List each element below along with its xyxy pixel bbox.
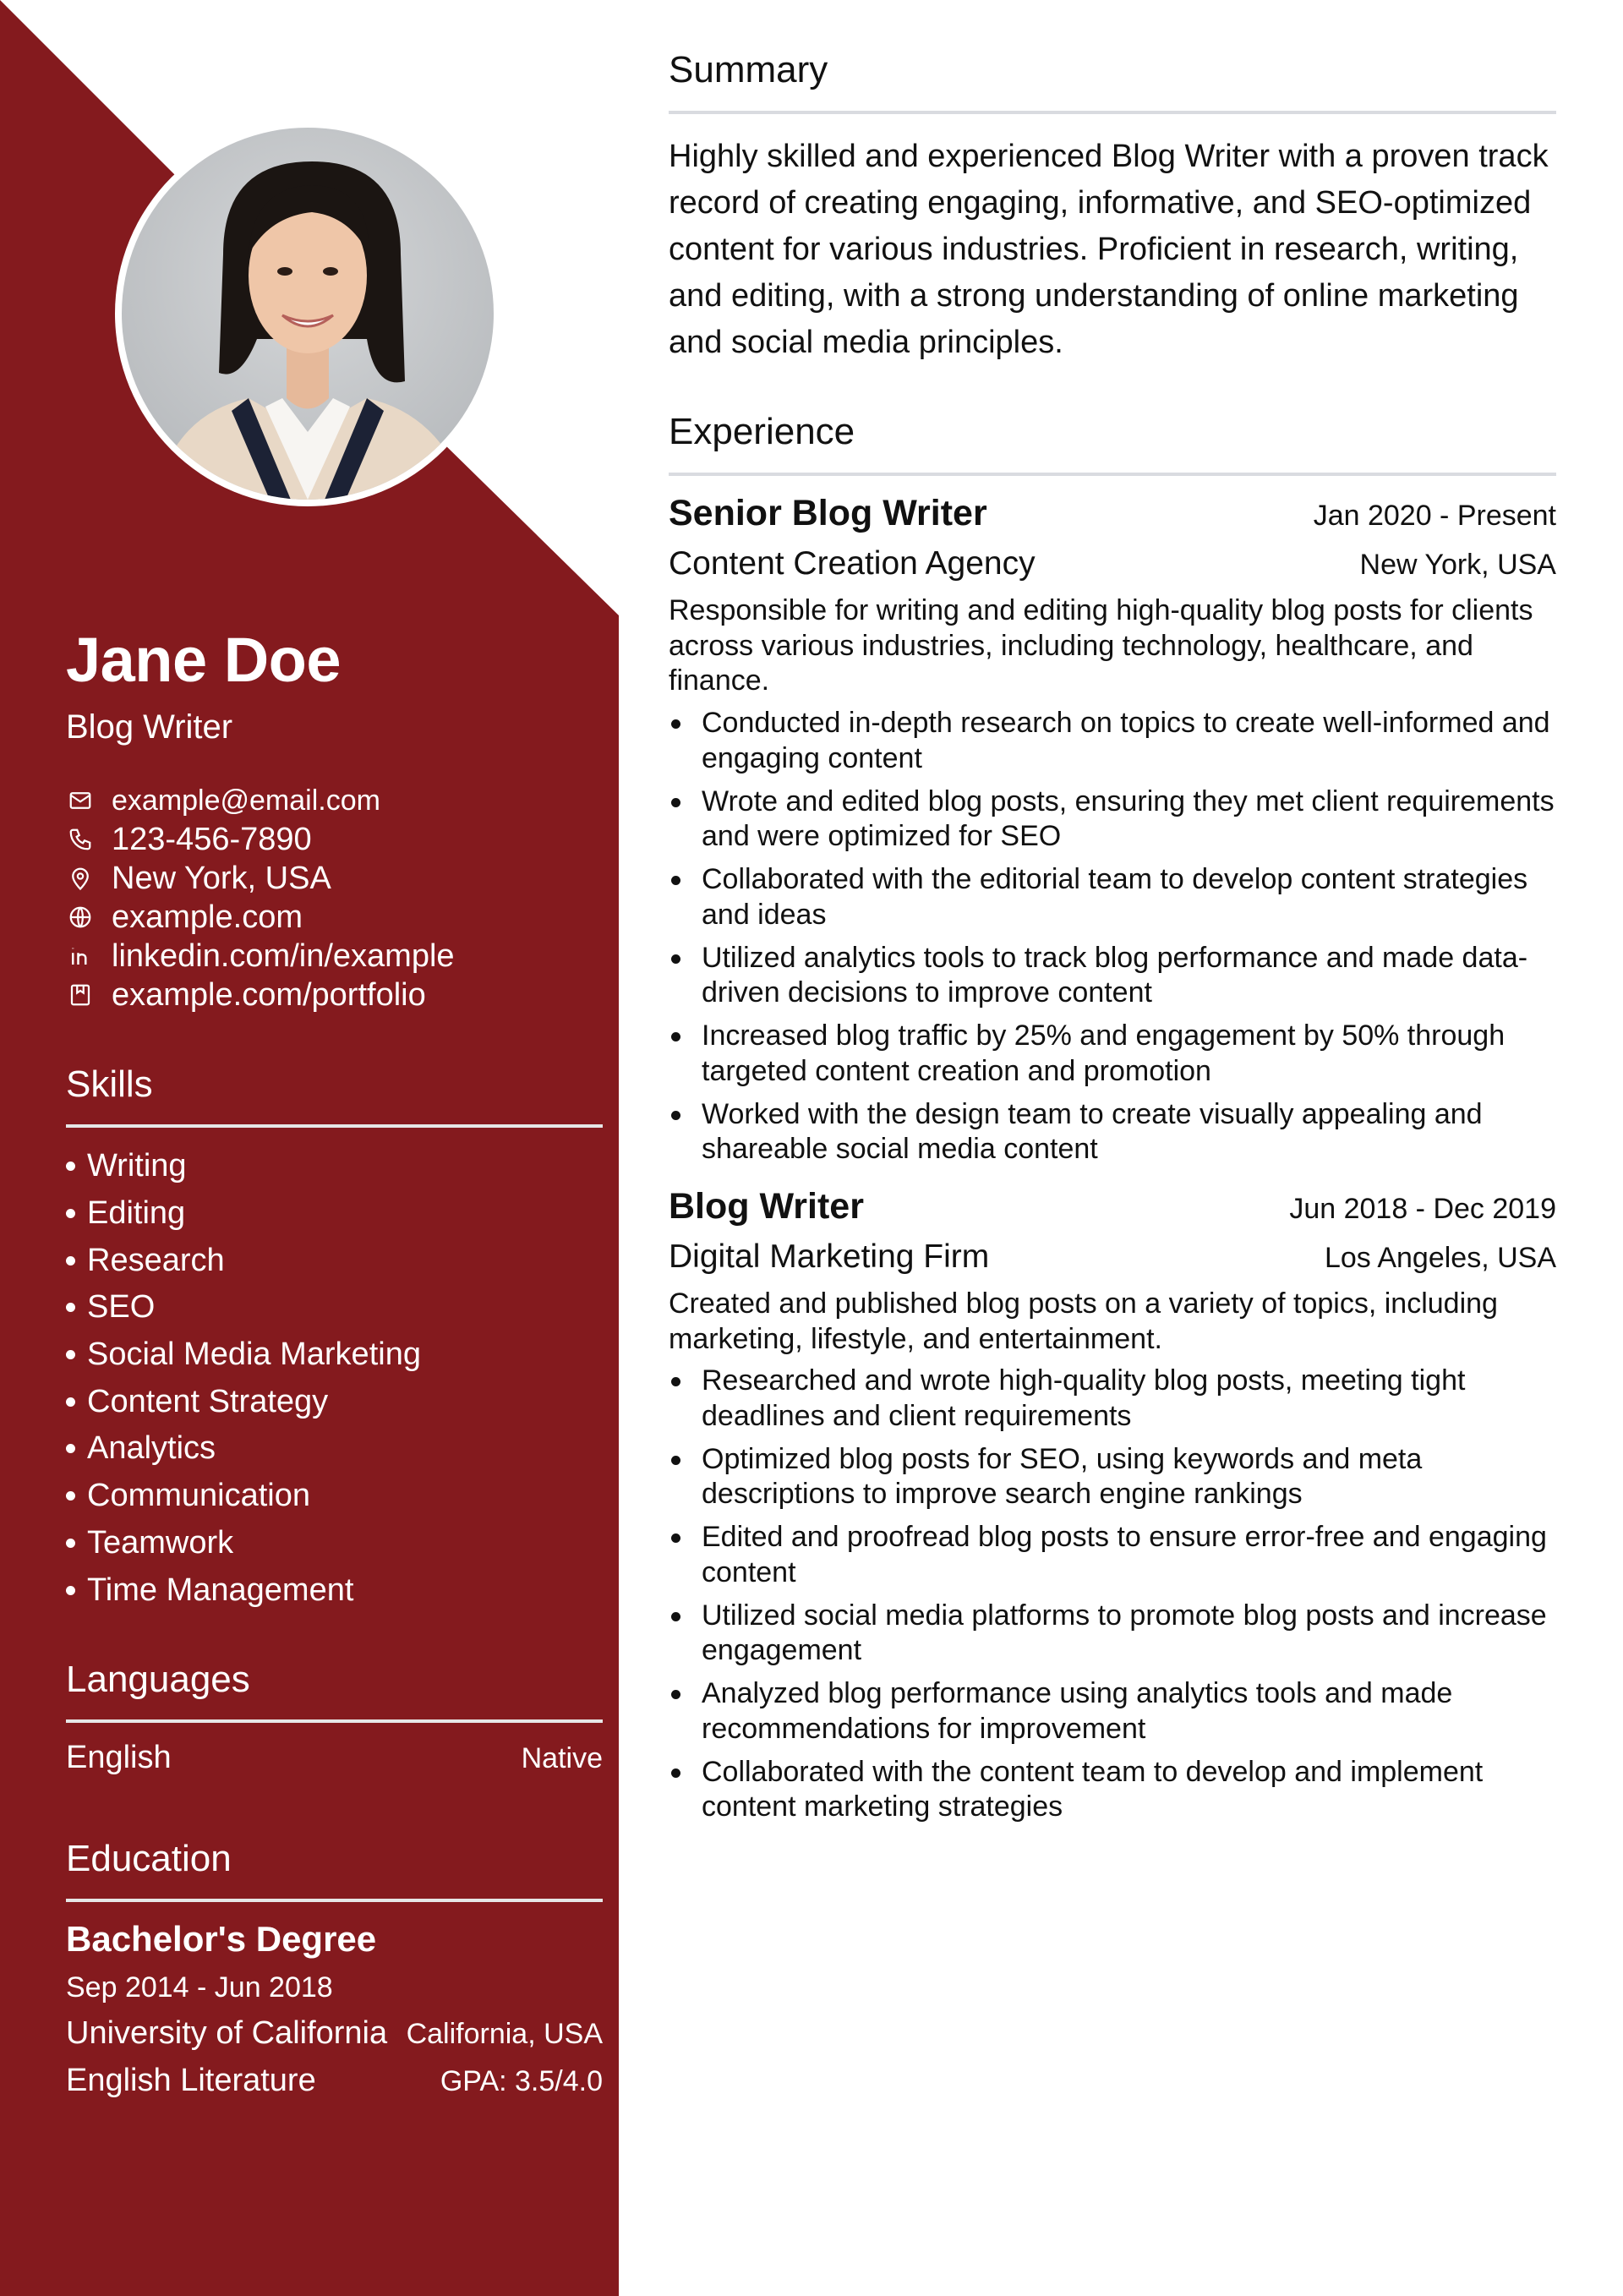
job-bullet: Conducted in-depth research on topics to create well-informed and engaging content — [669, 706, 1556, 776]
bullet-dot — [671, 1768, 680, 1778]
summary-text: Highly skilled and experienced Blog Writer with a proven track record of creating engaging, informative, and SEO-optimized content for various industries. Proficient in research, writing, and editing, with a strong understanding of online marketing and social media principles. — [669, 139, 1549, 360]
bullet-dot — [66, 1397, 75, 1407]
job-bullets — [669, 1364, 1556, 1833]
skills-heading: Skills — [66, 1063, 153, 1105]
skill-item: Writing — [66, 1143, 421, 1190]
bullet-dot — [671, 719, 680, 729]
job-company: Digital Marketing Firm — [669, 1238, 990, 1275]
job-bullet: Utilized analytics tools to track blog performance and made data-driven decisions to improve content — [669, 941, 1556, 1011]
sidebar — [0, 0, 619, 2296]
contact-email[interactable] — [66, 781, 607, 820]
job-bullet: Analyzed blog performance using analytics tools and made recommendations for improvement — [669, 1676, 1556, 1747]
job-dates: Jun 2018 - Dec 2019 — [1289, 1193, 1556, 1225]
skill-item: Social Media Marketing — [66, 1331, 421, 1379]
languages-heading: Languages — [66, 1659, 250, 1700]
skill-item: Research — [66, 1237, 421, 1284]
job-bullet: Optimized blog posts for SEO, using keywords and meta descriptions to improve search engine rankings — [669, 1442, 1556, 1512]
bullet-dot — [66, 1303, 75, 1312]
contact-website-text: example.com — [112, 899, 303, 935]
experience-heading: Experience — [669, 411, 855, 452]
bullet-dot — [671, 1456, 680, 1465]
contact-portfolio[interactable] — [66, 976, 607, 1014]
bullet-dot — [671, 1690, 680, 1699]
person-portrait-icon — [122, 128, 494, 500]
bullet-dot — [671, 1032, 680, 1041]
globe-icon — [66, 903, 95, 932]
languages-divider — [66, 1719, 603, 1723]
skill-item: Communication — [66, 1473, 421, 1520]
education-gpa: GPA: 3.5/4.0 — [440, 2065, 603, 2097]
education-school: University of California — [66, 2015, 388, 2051]
skill-item: Content Strategy — [66, 1378, 421, 1425]
education-field-row — [66, 2063, 603, 2099]
summary-divider — [669, 111, 1556, 114]
job-header — [669, 493, 1556, 534]
skills-list — [66, 1143, 421, 1614]
mail-icon — [66, 786, 95, 815]
portfolio-icon — [66, 981, 95, 1009]
candidate-name: Jane Doe — [66, 625, 342, 695]
education-school-row — [66, 2015, 603, 2052]
job-subheader — [669, 1238, 1556, 1276]
bullet-dot — [671, 798, 680, 807]
bullet-dot — [66, 1444, 75, 1453]
job-subheader — [669, 545, 1556, 582]
job-bullet: Researched and wrote high-quality blog posts, meeting tight deadlines and client requirements — [669, 1364, 1556, 1434]
experience-divider — [669, 473, 1556, 476]
language-level: Native — [521, 1742, 603, 1774]
contact-location-text: New York, USA — [112, 860, 331, 896]
job-description: Created and published blog posts on a variety of topics, including marketing, lifestyle, and entertainment. — [669, 1287, 1498, 1355]
education-divider — [66, 1899, 603, 1902]
job-bullets — [669, 706, 1556, 1175]
contact-linkedin-text: linkedin.com/in/example — [112, 938, 455, 974]
job-description: Responsible for writing and editing high-quality blog posts for clients across various industries, including technology, healthcare, and finance. — [669, 594, 1533, 697]
language-name: English — [66, 1740, 172, 1775]
job-bullet: Collaborated with the content team to develop and implement content marketing strategies — [669, 1755, 1556, 1825]
bullet-dot — [66, 1586, 75, 1595]
bullet-dot — [66, 1491, 75, 1501]
education-degree: Bachelor's Degree — [66, 1919, 377, 1959]
job-dates: Jan 2020 - Present — [1313, 500, 1556, 532]
bullet-dot — [671, 954, 680, 964]
education-location: California, USA — [406, 2018, 603, 2050]
skill-item: Editing — [66, 1190, 421, 1238]
bullet-dot — [671, 1377, 680, 1386]
bullet-dot — [66, 1209, 75, 1218]
bullet-dot — [671, 1533, 680, 1543]
skill-item: SEO — [66, 1284, 421, 1331]
contact-phone-text: 123-456-7890 — [112, 821, 312, 857]
education-field: English Literature — [66, 2063, 316, 2098]
bullet-dot — [66, 1350, 75, 1359]
candidate-title: Blog Writer — [66, 708, 233, 746]
linkedin-icon — [66, 942, 95, 970]
contact-phone[interactable] — [66, 820, 607, 859]
education-heading: Education — [66, 1838, 232, 1879]
job-bullet: Wrote and edited blog posts, ensuring they met client requirements and were optimized for SEO — [669, 784, 1556, 855]
skill-item: Time Management — [66, 1566, 421, 1614]
bullet-dot — [671, 1612, 680, 1621]
job-location: New York, USA — [1359, 549, 1556, 581]
skill-item: Teamwork — [66, 1520, 421, 1567]
job-title: Senior Blog Writer — [669, 493, 987, 533]
job-bullet: Worked with the design team to create visually appealing and shareable social media content — [669, 1097, 1556, 1167]
job-location: Los Angeles, USA — [1324, 1242, 1556, 1274]
bullet-dot — [66, 1256, 75, 1266]
skills-divider — [66, 1124, 603, 1128]
contact-website[interactable] — [66, 898, 607, 937]
language-row — [66, 1740, 603, 1776]
bullet-dot — [671, 876, 680, 885]
contact-email-text: example@email.com — [112, 784, 380, 817]
contact-list — [66, 781, 607, 1014]
profile-photo — [115, 121, 500, 506]
contact-linkedin[interactable] — [66, 937, 607, 976]
education-dates: Sep 2014 - Jun 2018 — [66, 1971, 333, 2004]
bullet-dot — [66, 1539, 75, 1548]
contact-location — [66, 859, 607, 898]
job-title: Blog Writer — [669, 1186, 864, 1227]
location-pin-icon — [66, 864, 95, 893]
bullet-dot — [66, 1162, 75, 1171]
job-bullet: Collaborated with the editorial team to develop content strategies and ideas — [669, 862, 1556, 932]
bullet-dot — [671, 1111, 680, 1120]
job-company: Content Creation Agency — [669, 545, 1036, 582]
job-header — [669, 1186, 1556, 1227]
job-bullet: Utilized social media platforms to promote blog posts and increase engagement — [669, 1599, 1556, 1669]
summary-heading: Summary — [669, 49, 828, 90]
job-bullet: Edited and proofread blog posts to ensure error-free and engaging content — [669, 1520, 1556, 1590]
skill-item: Analytics — [66, 1425, 421, 1473]
phone-icon — [66, 825, 95, 854]
contact-portfolio-text: example.com/portfolio — [112, 976, 426, 1013]
job-bullet: Increased blog traffic by 25% and engagement by 50% through targeted content creation and promotion — [669, 1019, 1556, 1089]
